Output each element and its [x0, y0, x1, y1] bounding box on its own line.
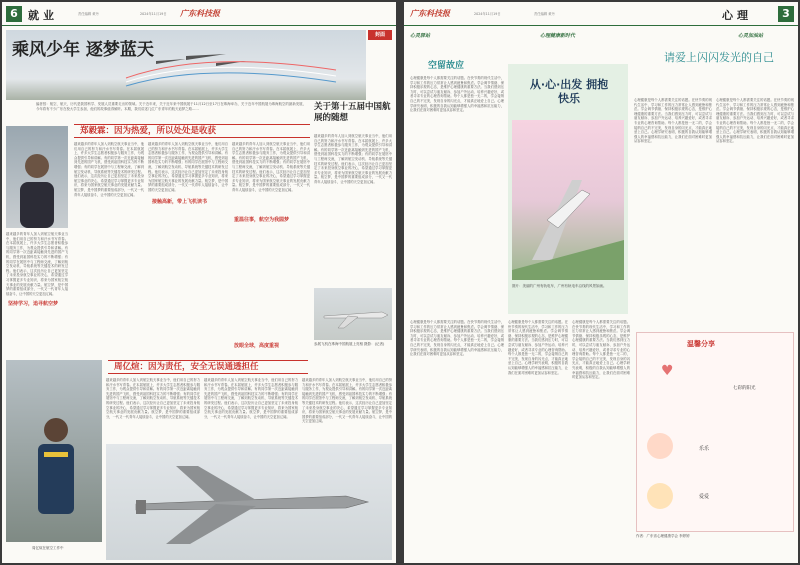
- tram-photo-caption: 图片：美丽的广州有轨电车，广州有轨电车沿线的风景如画。: [512, 284, 607, 288]
- heading-global: 放眼全球，高度重视: [234, 343, 280, 349]
- right-masthead: [404, 2, 798, 26]
- right-page: [404, 2, 798, 563]
- callout-box: [636, 332, 794, 532]
- right-section-name: 心理: [722, 9, 752, 22]
- left-paper-logo: 广东科技报: [180, 8, 220, 18]
- left-section-name: 就业: [28, 9, 58, 22]
- drone-photo: [106, 444, 392, 560]
- left-editor: 责任编辑 黄丹: [78, 12, 99, 16]
- left-page: [2, 2, 396, 563]
- right-page-number: 3: [778, 6, 794, 22]
- subhead-zhou: 周亿煊：因为责任，安全无误通透担任: [108, 360, 308, 374]
- student-portrait-photo: [6, 126, 68, 228]
- left-column-1: 越来越多的青年人加入到航空航天事业当中，他们用自己的努力和汗水书写青春。在本届航展上，许多大学生志愿者积极参与服务工作，为观众提供引导和讲解。有的同学第一次近距离接触到先进的国产飞机，感受到祖国科技实力的不断增强；有的同学在展馆中与工程师交流，了解到航空发动机、导航系统等关键技术的研发过程。他们表示，这次经历让自己更加坚定了未来投身航空事业的决心，希望通过学习掌握更多专业知识，将来为国家航空航天事业的发展贡献力量。航空梦，是中国梦的重要组成部分，一代又一代青年人接续奋斗，让中国的天空更加辽阔。: [6, 232, 68, 296]
- left-masthead: [2, 2, 396, 26]
- heading-highlight: 接触高新，带上飞机读书: [152, 199, 208, 205]
- callout-item-1: 乐乐: [699, 446, 710, 452]
- main-headline: 乘风少年 逐梦蓝天: [12, 40, 154, 60]
- left-lower-col-3: 越来越多的青年人加入到航空航天事业当中，他们用自己的努力和汗水书写青春。在本届航展上，许多大学生志愿者积极参与服务工作，为观众提供引导和讲解。有的同学第一次近距离接触到先进的国产飞机，感受到祖国科技实力的不断增强；有的同学在展馆中与工程师交流，了解到航空发动机、导航系统等关键技术的研发过程。他们表示，这次经历让自己更加坚定了未来投身航空事业的决心，希望通过学习掌握更多专业知识，将来为国家航空航天事业的发展贡献力量。航空梦，是中国梦的重要组成部分，一代又一代青年人接续奋斗，让中国的天空更加辽阔。: [302, 378, 392, 424]
- cartoon-heart-icon: ♥: [661, 363, 674, 379]
- right-col-6: 心理健康是每个人都需要关注的话题。在快节奏的现代生活中，学习和工作的压力常常让人感到疲惫和焦虑。学会调节情绪、保持积极乐观的心态，是维护心理健康的重要方法。当我们感到压力时，可以尝试与朋友倾诉、参加户外运动、培养兴趣爱好，或者寻求专业的心理咨询帮助。每个人都是独一无二的，学会接纳自己的不完美，发现自身的闪光点，才能真正地爱上自己。心理学研究表明，积极的自我认知能够增强人的幸福感和抗压能力，让我们在面对困难时更加从容和坚定。: [716, 98, 794, 144]
- callout-item-3: 七彩的阳光: [733, 386, 756, 391]
- cartoon-face-2-icon: [647, 483, 673, 509]
- left-lower-col-1: 越来越多的青年人加入到航空航天事业当中，他们用自己的努力和汗水书写青春。在本届航展上，许多大学生志愿者积极参与服务工作，为观众提供引导和讲解。有的同学第一次近距离接触到先进的国产飞机，感受到祖国科技实力的不断增强；有的同学在展馆中与工程师交流，了解到航空发动机、导航系统等关键技术的研发过程。他们表示，这次经历让自己更加坚定了未来投身航空事业的决心，希望通过学习掌握更多专业知识，将来为国家航空航天事业的发展贡献力量。航空梦，是中国梦的重要组成部分，一代又一代青年人接续奋斗，让中国的天空更加辽阔。: [106, 378, 200, 419]
- editor-note: 编者按：航空、航天，历代是我国科学、发展人员重要走出的领域。关于近年来，关于近年来中国航展于11月12日至17日在珠海举办，关于近年中国航展为珠海航空的最新发展，今年将有不少广东在校大学生参加，他们的故事值得倾听。本期，我们讲述几位广东青年的航天追梦之路……: [36, 102, 306, 111]
- cartoon-face-1-icon: [647, 433, 673, 459]
- left-lower-col-2: 越来越多的青年人加入到航空航天事业当中，他们用自己的努力和汗水书写青春。在本届航展上，许多大学生志愿者积极参与服务工作，为观众提供引导和讲解。有的同学第一次近距离接触到先进的国产飞机，感受到祖国科技实力的不断增强；有的同学在展馆中与工程师交流，了解到航空发动机、导航系统等关键技术的研发过程。他们表示，这次经历让自己更加坚定了未来投身航空事业的决心，希望通过学习掌握更多专业知识，将来为国家航空航天事业的发展贡献力量。航空梦，是中国梦的重要组成部分，一代又一代青年人接续奋斗，让中国的天空更加辽阔。: [204, 378, 298, 419]
- right-paper-logo: 广东科技报: [410, 8, 450, 18]
- right-side-column: 越来越多的青年人加入到航空航天事业当中，他们用自己的努力和汗水书写青春。在本届航展上，许多大学生志愿者积极参与服务工作，为观众提供引导和讲解。有的同学第一次近距离接触到先进的国产飞机，感受到祖国科技实力的不断增强；有的同学在展馆中与工程师交流，了解到航空发动机、导航系统等关键技术的研发过程。他们表示，这次经历让自己更加坚定了未来投身航空事业的决心，希望通过学习掌握更多专业知识，将来为国家航空航天事业的发展贡献力量。航空梦，是中国梦的重要组成部分，一代又一代青年人接续奋斗，让中国的天空更加辽阔。: [314, 134, 392, 184]
- airplane-photo-caption: 参展飞机在珠海中国航展上亮相 摄影：(记者): [314, 342, 385, 346]
- sub-a-title: 空留故应: [428, 61, 465, 71]
- heading-study: 坚持学习，追寻航空梦: [8, 301, 59, 307]
- column-tag-middle: 心理健康新时代: [540, 33, 576, 39]
- right-col-1: 心理健康是每个人都需要关注的话题。在快节奏的现代生活中，学习和工作的压力常常让人感到疲惫和焦虑。学会调节情绪、保持积极乐观的心态，是维护心理健康的重要方法。当我们感到压力时，可以尝试与朋友倾诉、参加户外运动、培养兴趣爱好，或者寻求专业的心理咨询帮助。每个人都是独一无二的，学会接纳自己的不完美，发现自身的闪光点，才能真正地爱上自己。心理学研究表明，积极的自我认知能够增强人的幸福感和抗压能力，让我们在面对困难时更加从容和坚定。: [410, 76, 504, 113]
- tram-photo: [512, 120, 624, 280]
- right-col-4: 心理健康是每个人都需要关注的话题。在快节奏的现代生活中，学习和工作的压力常常让人感到疲惫和焦虑。学会调节情绪、保持积极乐观的心态，是维护心理健康的重要方法。当我们感到压力时，可以尝试与朋友倾诉、参加户外运动、培养兴趣爱好，或者寻求专业的心理咨询帮助。每个人都是独一无二的，学会接纳自己的不完美，发现自身的闪光点，才能真正地爱上自己。心理学研究表明，积极的自我认知能够增强人的幸福感和抗压能力，让我们在面对困难时更加从容和坚定。: [572, 320, 630, 380]
- heading-review: 重温往事，航空为我圆梦: [234, 217, 290, 223]
- feature-headline: 从·心·出发 拥抱快乐: [529, 78, 609, 105]
- column-tag-left: 心灵驿站: [410, 33, 431, 39]
- column-tag-right: 心灵加油站: [738, 33, 764, 39]
- left-page-number: 6: [6, 6, 22, 22]
- right-col-3: 心理健康是每个人都需要关注的话题。在快节奏的现代生活中，学习和工作的压力常常让人感到疲惫和焦虑。学会调节情绪、保持积极乐观的心态，是维护心理健康的重要方法。当我们感到压力时，可以尝试与朋友倾诉、参加户外运动、培养兴趣爱好，或者寻求专业的心理咨询帮助。每个人都是独一无二的，学会接纳自己的不完美，发现自身的闪光点，才能真正地爱上自己。心理学研究表明，积极的自我认知能够增强人的幸福感和抗压能力，让我们在面对困难时更加从容和坚定。: [508, 320, 568, 375]
- callout-item-2: 爱爱: [699, 494, 710, 500]
- right-editor: 责任编辑 黄丹: [534, 12, 555, 16]
- worker-photo-caption: 周亿煊在航空工作中: [32, 546, 64, 550]
- right-col-2: 心理健康是每个人都需要关注的话题。在快节奏的现代生活中，学习和工作的压力常常让人感到疲惫和焦虑。学会调节情绪、保持积极乐观的心态，是维护心理健康的重要方法。当我们感到压力时，可以尝试与朋友倾诉、参加户外运动、培养兴趣爱好，或者寻求专业的心理咨询帮助。每个人都是独一无二的，学会接纳自己的不完美，发现自身的闪光点，才能真正地爱上自己。心理学研究表明，积极的自我认知能够增强人的幸福感和抗压能力，让我们在面对困难时更加从容和坚定。: [410, 320, 504, 357]
- airplane-photo: [314, 288, 392, 340]
- tram-illustration: [512, 120, 624, 280]
- left-column-2: 越来越多的青年人加入到航空航天事业当中，他们用自己的努力和汗水书写青春。在本届航展上，许多大学生志愿者积极参与服务工作，为观众提供引导和讲解。有的同学第一次近距离接触到先进的国产飞机，感受到祖国科技实力的不断增强；有的同学在展馆中与工程师交流，了解到航空发动机、导航系统等关键技术的研发过程。他们表示，这次经历让自己更加坚定了未来投身航空事业的决心，希望通过学习掌握更多专业知识，将来为国家航空航天事业的发展贡献力量。航空梦，是中国梦的重要组成部分，一代又一代青年人接续奋斗，让中国的天空更加辽阔。: [74, 142, 144, 197]
- left-column-4: 越来越多的青年人加入到航空航天事业当中，他们用自己的努力和汗水书写青春。在本届航展上，许多大学生志愿者积极参与服务工作，为观众提供引导和讲解。有的同学第一次近距离接触到先进的国产飞机，感受到祖国科技实力的不断增强；有的同学在展馆中与工程师交流，了解到航空发动机、导航系统等关键技术的研发过程。他们表示，这次经历让自己更加坚定了未来投身航空事业的决心，希望通过学习掌握更多专业知识，将来为国家航空航天事业的发展贡献力量。航空梦，是中国梦的重要组成部分，一代又一代青年人接续奋斗，让中国的天空更加辽阔。: [232, 142, 310, 192]
- left-column-3: 越来越多的青年人加入到航空航天事业当中，他们用自己的努力和汗水书写青春。在本届航展上，许多大学生志愿者积极参与服务工作，为观众提供引导和讲解。有的同学第一次近距离接触到先进的国产飞机，感受到祖国科技实力的不断增强；有的同学在展馆中与工程师交流，了解到航空发动机、导航系统等关键技术的研发过程。他们表示，这次经历让自己更加坚定了未来投身航空事业的决心，希望通过学习掌握更多专业知识，将来为国家航空航天事业的发展贡献力量。航空梦，是中国梦的重要组成部分，一代又一代青年人接续奋斗，让中国的天空更加辽阔。: [148, 142, 228, 192]
- right-footer-author: 作者：广东省心理健康学会 李婷婷: [636, 534, 690, 538]
- side-headline: 关于第十五届中国航展的随想: [314, 102, 391, 123]
- left-date: 2024年11月19日: [140, 12, 167, 16]
- worker-photo: [6, 360, 102, 542]
- subhead-zheng: 郑毅霖：因为热爱，所以处处是收获: [74, 124, 310, 138]
- drone-illustration: [106, 444, 392, 560]
- cover-tag: 封面: [368, 30, 392, 40]
- headline-b: 请爱上闪闪发光的自己: [664, 51, 774, 64]
- feature-panel: [508, 64, 628, 314]
- callout-title: 温馨分享: [687, 340, 715, 348]
- right-col-5: 心理健康是每个人都需要关注的话题。在快节奏的现代生活中，学习和工作的压力常常让人感到疲惫和焦虑。学会调节情绪、保持积极乐观的心态，是维护心理健康的重要方法。当我们感到压力时，可以尝试与朋友倾诉、参加户外运动、培养兴趣爱好，或者寻求专业的心理咨询帮助。每个人都是独一无二的，学会接纳自己的不完美，发现自身的闪光点，才能真正地爱上自己。心理学研究表明，积极的自我认知能够增强人的幸福感和抗压能力，让我们在面对困难时更加从容和坚定。: [634, 98, 712, 144]
- right-date: 2024年11月19日: [474, 12, 501, 16]
